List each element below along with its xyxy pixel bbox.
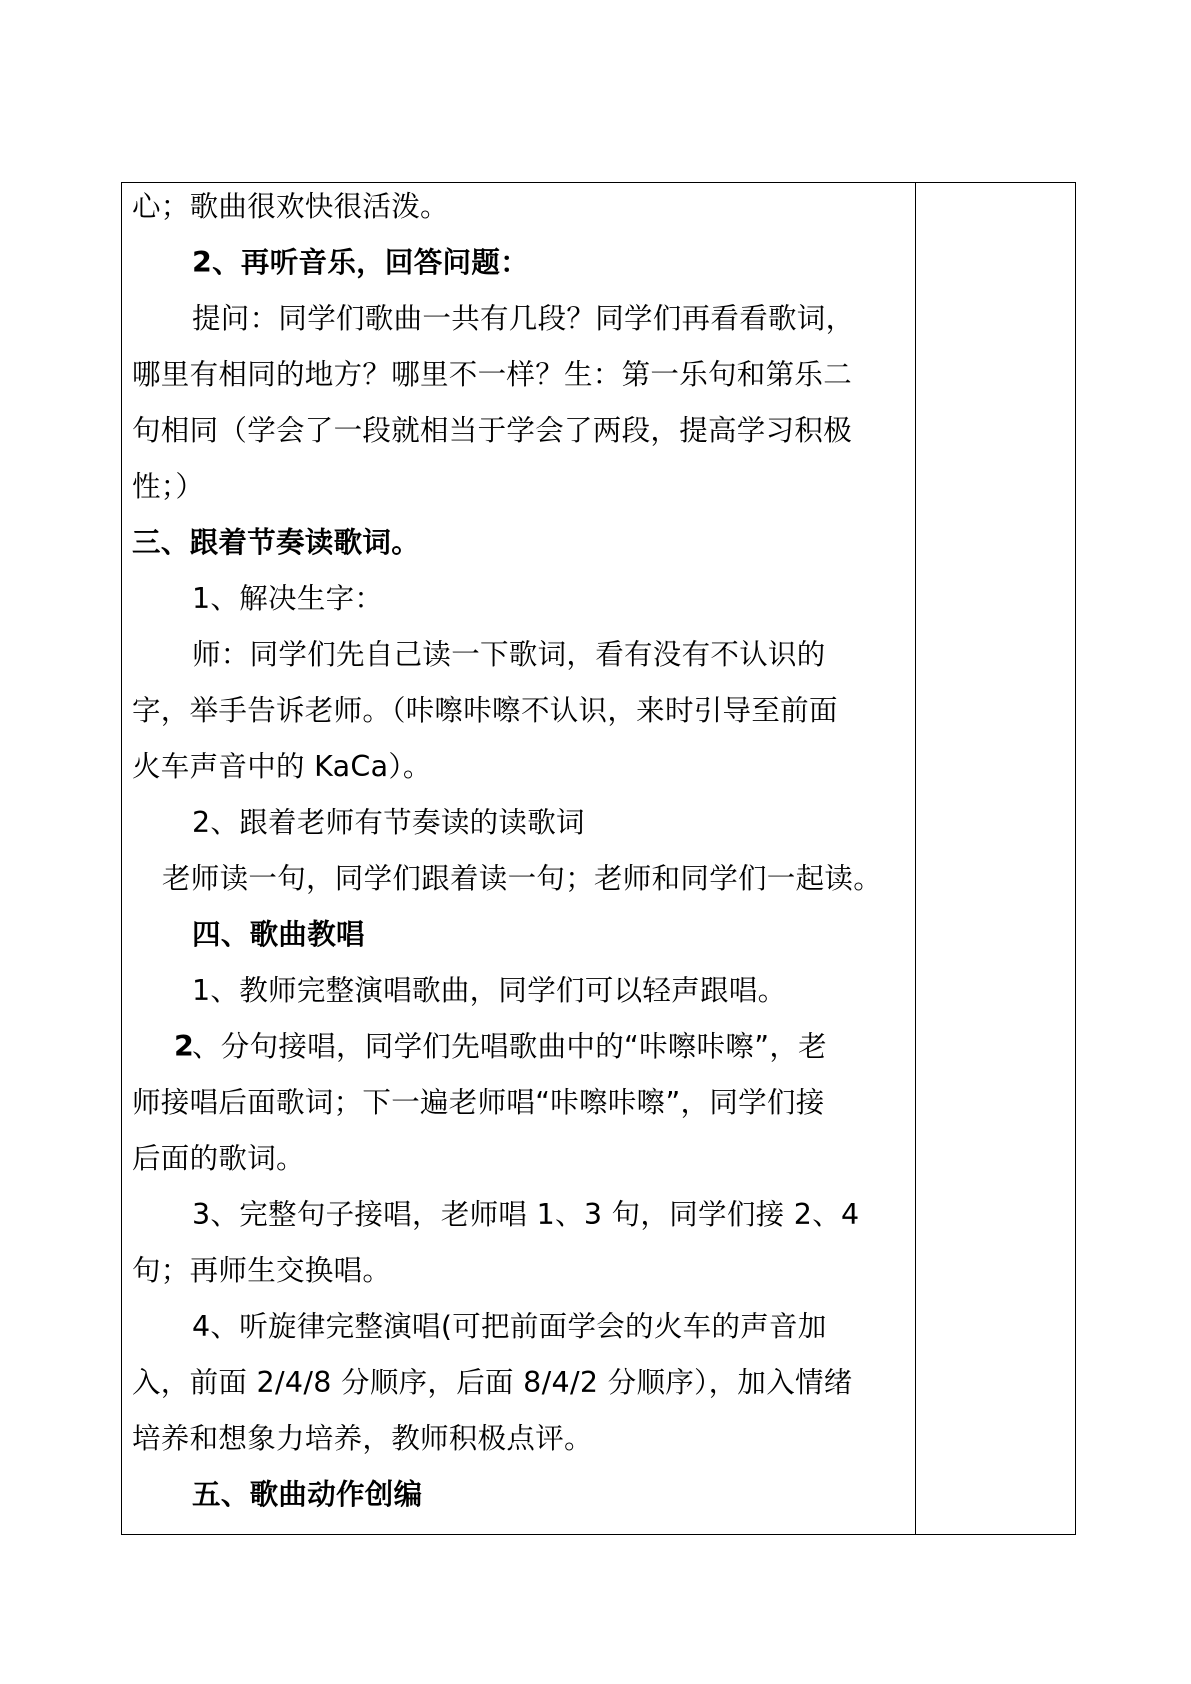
text-line: 4、听旋律完整演唱(可把前面学会的火车的声音加 [192,1310,827,1343]
text-line: 句相同（学会了一段就相当于学会了两段，提高学习积极 [132,414,853,447]
section-heading: 三、跟着节奏读歌词。 [132,526,421,559]
section-heading: 2、再听音乐，回答问题： [192,246,529,279]
text-line: 1、解决生字： [192,582,384,615]
section-heading: 四、歌曲教唱 [192,918,365,951]
text-line: 师接唱后面歌词；下一遍老师唱“咔嚓咔嚓”，同学们接 [132,1086,825,1119]
text-line: 老师读一句，同学们跟着读一句；老师和同学们一起读。 [162,862,883,895]
text-line: 、分句接唱，同学们先唱歌曲中的“咔嚓咔嚓”，老 [192,1030,827,1063]
text-line: 字，举手告诉老师。（咔嚓咔嚓不认识，来时引导至前面 [132,694,838,727]
text-line: 句；再师生交换唱。 [132,1254,392,1287]
list-number: 2 [174,1030,195,1063]
text-line: 后面的歌词。 [132,1142,305,1175]
lesson-table [121,182,1076,1535]
text-line: 心；歌曲很欢快很活泼。 [132,190,449,223]
text-line: 3、完整句子接唱，老师唱 1、3 句，同学们接 2、4 [192,1198,860,1231]
text-line: 入，前面 2/4/8 分顺序，后面 8/4/2 分顺序），加入情绪 [132,1366,853,1399]
text-line: 师：同学们先自己读一下歌词，看有没有不认识的 [192,638,826,671]
text-line: 2、跟着老师有节奏读的读歌词 [192,806,585,839]
section-heading: 五、歌曲动作创编 [192,1478,423,1511]
column-divider [915,183,916,1534]
text-line: 哪里有相同的地方？哪里不一样？生：第一乐句和第乐二 [132,358,853,391]
text-line: 培养和想象力培养，教师积极点评。 [132,1422,593,1455]
text-line: 火车声音中的 KaCa）。 [132,750,432,783]
text-line: 性；） [132,470,205,503]
text-line: 提问：同学们歌曲一共有几段？同学们再看看歌词， [192,302,855,335]
text-line: 1、教师完整演唱歌曲，同学们可以轻声跟唱。 [192,974,787,1007]
